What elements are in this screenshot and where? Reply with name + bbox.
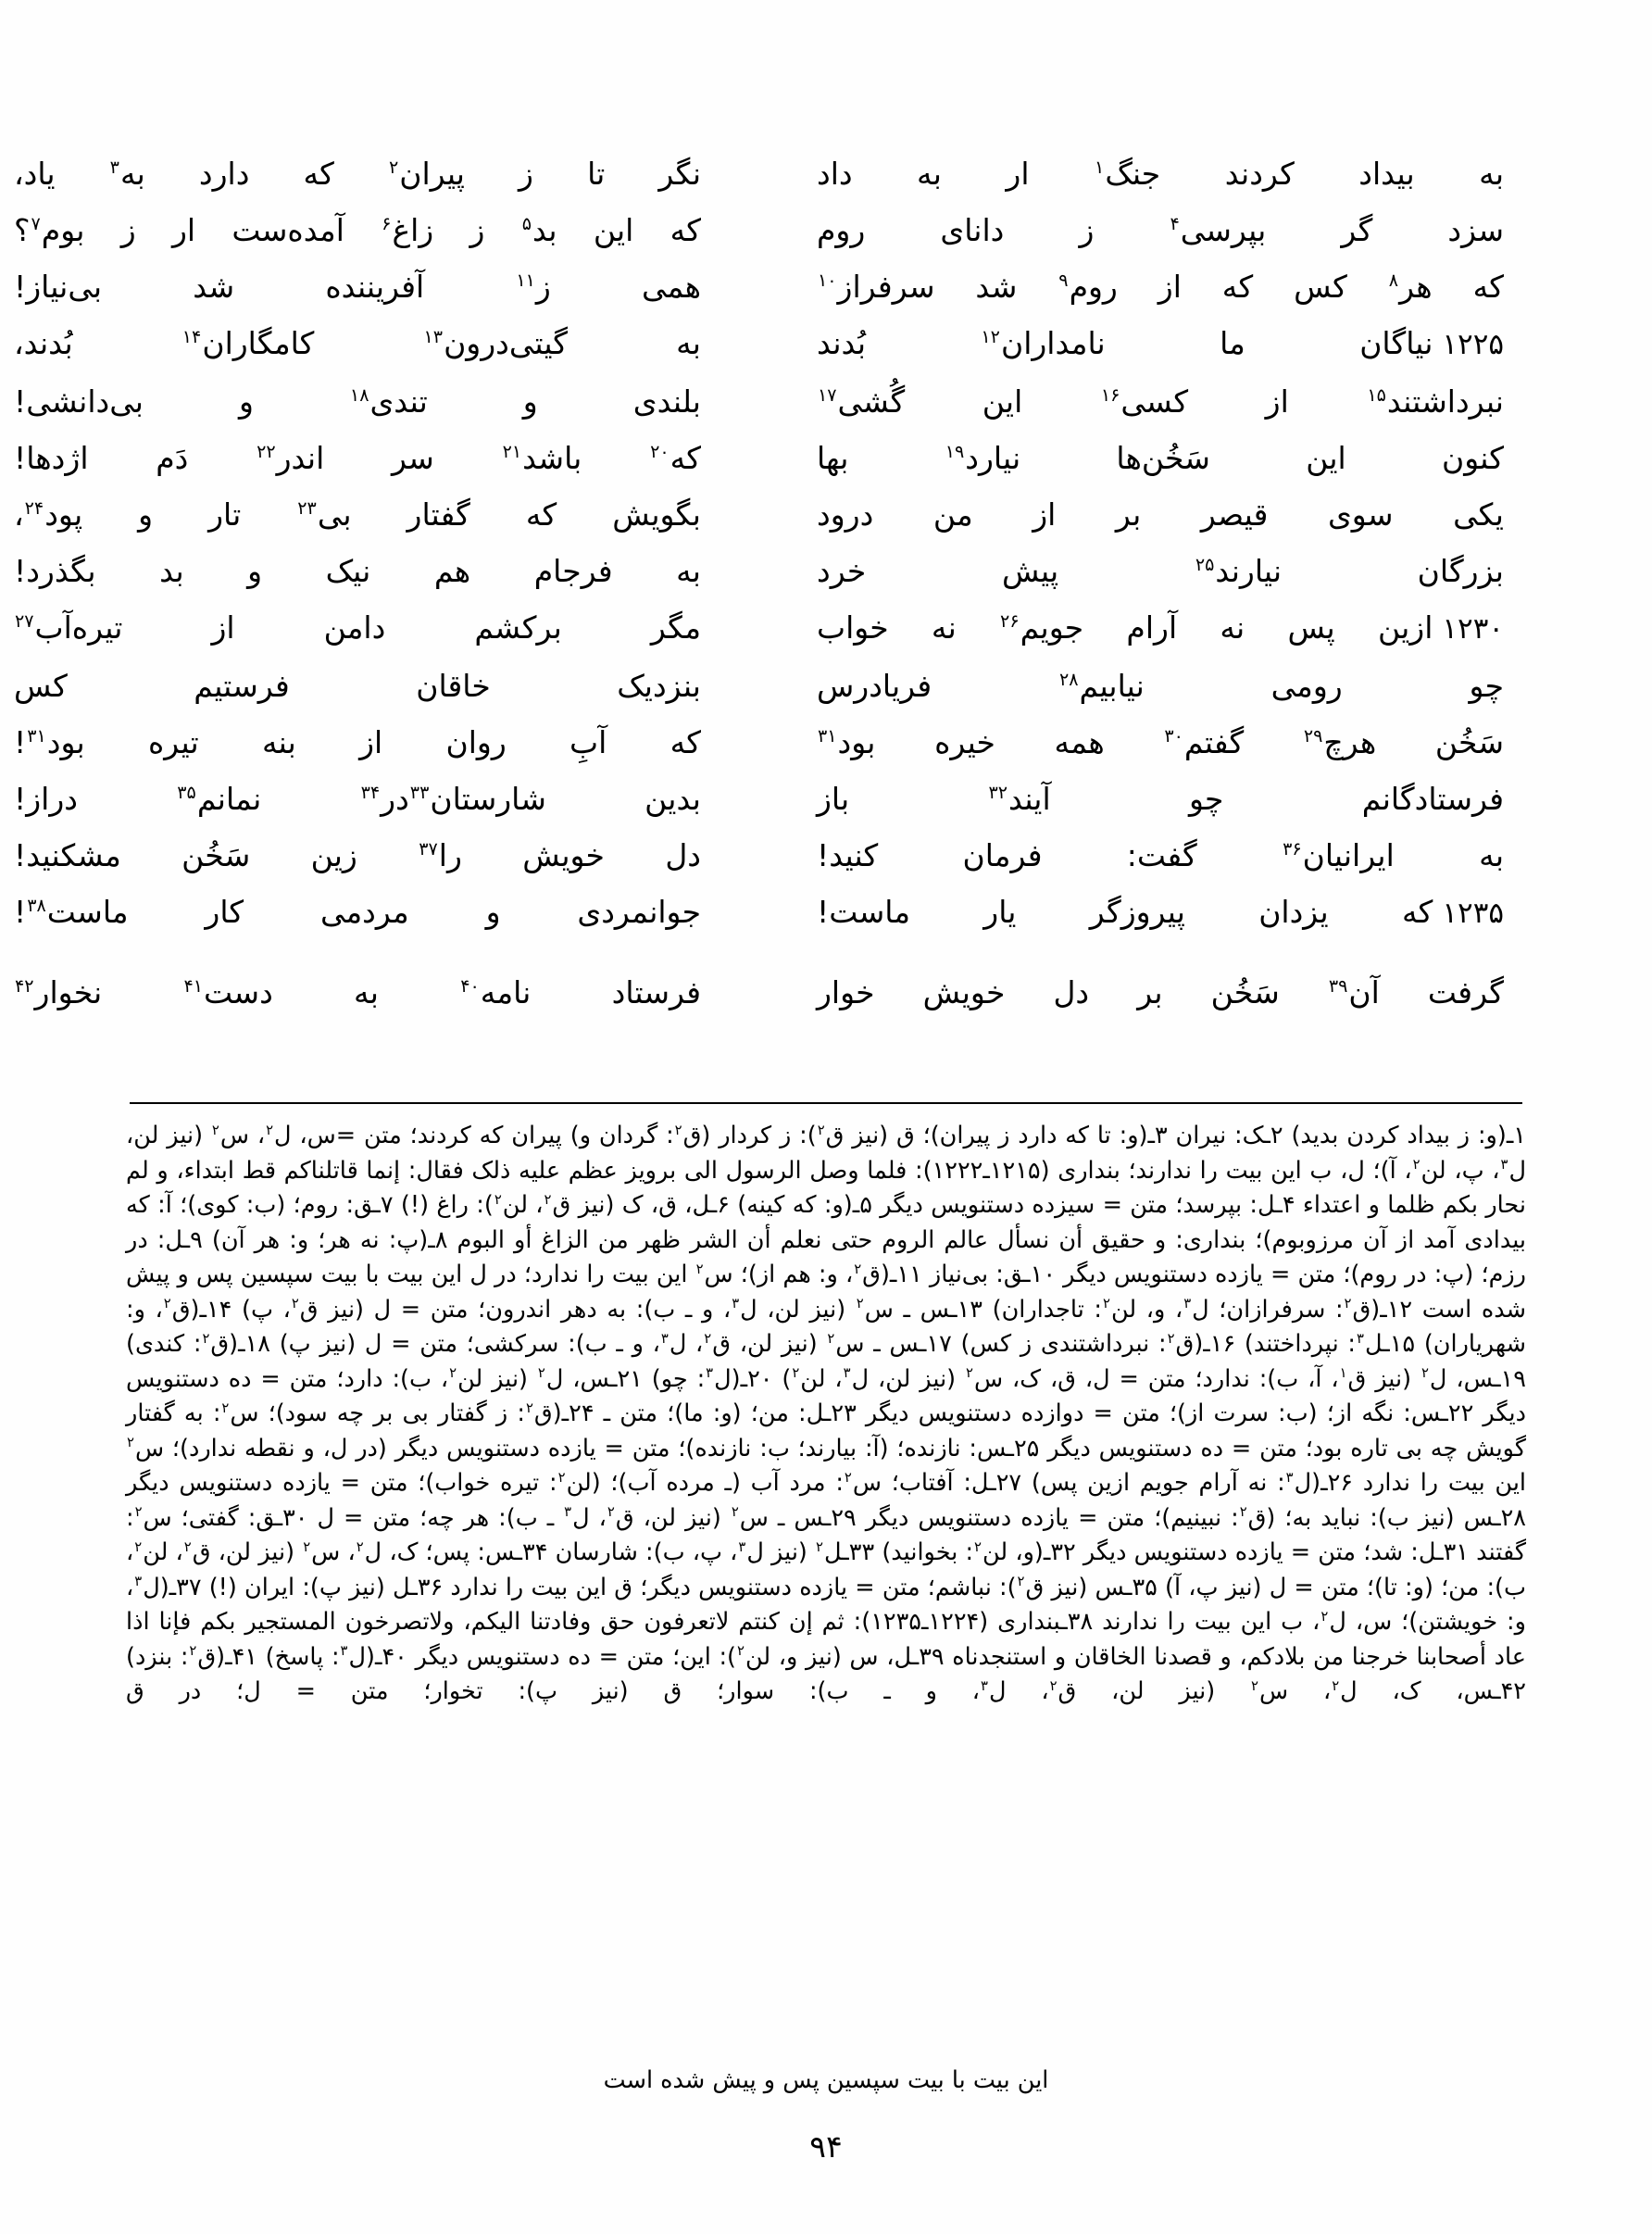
hemistich-right	[752, 433, 1513, 483]
hemistich-right	[752, 602, 1513, 655]
hemistich-left-text: بلندی و تندی$^{۱۸}$ و بی‌دانشی!	[14, 383, 701, 420]
hemistich-right	[752, 830, 1513, 881]
hemistich-right-text: به ایرانیان$^{۳۶}$ گفت: فرمان کنید!	[817, 837, 1505, 873]
hemistich-left-text: که$^{۲۰}$ باشد$^{۲۱}$ سر اندر$^{۲۲}$ دَم اژدها!	[14, 440, 702, 476]
hemistich-left-text: جوانمردی و مردمی کار ماست$^{۳۸}$!	[14, 894, 701, 930]
hemistich-left	[5, 886, 752, 937]
hemistich-right-text: سزد گر بپرسی$^۴$ ز دانای روم	[817, 212, 1504, 248]
hemistich-right-text: بزرگان نیارند$^{۲۵}$ پیش خرد	[817, 553, 1504, 589]
hemistich-left-text: که آبِ روان از بنه تیره بود$^{۳۱}$!	[14, 724, 701, 760]
hemistich-right	[752, 886, 1513, 939]
hemistich-right-text: گرفت آن$^{۳۹}$ سَخُن بر دل خویش خوار	[817, 974, 1504, 1010]
hemistich-left-text: همی ز$^{۱۱}$ آفریننده شد بی‌نیاز!	[14, 269, 702, 305]
hemistich-left-text: فرستاد نامه$^{۴۰}$ به دست$^{۴۱}$ نخوار$^{۴۲}$	[15, 974, 701, 1010]
hemistich-right-text: یکی سوی قیصر بر از من درود	[817, 496, 1504, 533]
hemistich-left	[5, 376, 752, 427]
hemistich-left	[5, 318, 752, 369]
hemistich-right-text: سَخُن هرچ$^{۲۹}$ گفتم$^{۳۰}$ همه خیره بود$^{۳۱}$	[818, 724, 1504, 760]
apparatus-separator-rule	[130, 1102, 1522, 1104]
hemistich-right-text: ازین پس نه آرام جویم$^{۲۶}$ نه خواب	[817, 609, 1433, 646]
hemistich-right-text: نبرداشتند$^{۱۵}$ از کسی$^{۱۶}$ این گُشی$^{۱۷}$	[818, 383, 1504, 420]
hemistich-left-text: مگر برکشم دامن از تیره‌آب$^{۲۷}$	[15, 609, 701, 646]
hemistich-right	[752, 967, 1513, 1018]
hemistich-right	[752, 205, 1513, 256]
hemistich-left-text: بنزدیک خاقان فرستیم کس	[14, 668, 701, 704]
verse-couplet	[14, 773, 1513, 824]
hemistich-left	[5, 148, 752, 199]
verse-couplet	[14, 433, 1513, 483]
hemistich-right	[752, 489, 1513, 540]
hemistich-left	[5, 660, 752, 711]
hemistich-right	[752, 318, 1513, 370]
hemistich-right	[752, 773, 1513, 824]
hemistich-left	[5, 489, 752, 540]
hemistich-right	[752, 546, 1513, 596]
verse-couplet	[14, 205, 1513, 256]
hemistich-right-text: نیاگان ما نامداران$^{۱۲}$ بُدند	[817, 325, 1433, 361]
hemistich-left	[5, 773, 752, 824]
verse-couplet	[14, 717, 1513, 768]
hemistich-left-text: که این بد$^۵$ ز زاغ$^۶$ آمده‌ست ار ز بوم$^۷$؟	[14, 212, 701, 248]
verse-line-number: ۱۲۳۵	[1442, 897, 1504, 930]
hemistich-left	[5, 967, 752, 1018]
verse-couplet	[14, 376, 1513, 427]
verse-couplet	[14, 261, 1513, 312]
verse-block	[14, 148, 1513, 1023]
hemistich-right-text: که هر$^۸$ کس که از روم$^۹$ شد سرفراز$^{۱۰}$	[818, 269, 1504, 305]
verse-line-number: ۱۲۲۵	[1442, 328, 1504, 361]
apparatus-trailing-line: این بیت با بیت سپسین پس و پیش شده است	[603, 2066, 1049, 2094]
hemistich-right-text: به بیداد کردند جنگ$^۱$ ار به داد	[817, 156, 1505, 192]
hemistich-left	[5, 717, 752, 768]
hemistich-left-text: به گیتی‌درون$^{۱۳}$ کامگاران$^{۱۴}$ بُدند،	[14, 325, 701, 361]
critical-apparatus: ۱ـ(و: ز بیداد کردن بدید) ۲ـک: نیران ۳ـ(و: تا که دارد ز پیران)؛ ق (نیز ق$^۲$): ز کردار (ق$^۲$: گردان و) پیران که کردند؛ متن =س، ل$^۲$، س$^۲$ (نیز لن، ل$^۳$، پ، لن$^۲$، آ)؛ ل، ب این بیت را ندارند؛ بنداری (۱۲۱۵ـ۱۲۲۲): فلما وصل الرسول الی برویز عظم علیه ذلک فقال: إنما قاتلناکم قط ابتداء، و لم نحار بکم ظلما و اعتداء ۴ـل: بپرسد؛ متن = سیزده دستنویس دیگر ۵ـ(و: که کینه) ۶ـل، ق، ک (نیز ق$^۲$، لن$^۲$): راغ (!) ۷ـق: روم؛ (ب: کوی)؛ آ: که بیدادی آمد از آن مرزوبوم)؛ بنداری: و حقیق أن نسأل عالم الروم حتی نعلم أن الشر ظهر من الزاغ أو البوم ۸ـ(پ: نه هر؛ و: هر آن) ۹ـل: در رزم؛ (پ: در روم)؛ متن = یازده دستنویس دیگر ۱۰ـق: بی‌نیاز ۱۱ـ(ق$^۲$، و: هم از)؛ س$^۲$ این بیت را ندارد؛ در ل این بیت با بیت سپسین پس و پیش شده است ۱۲ـ(ق$^۲$: سرفرازان؛ ل$^۳$، و، لن$^۲$: تاجداران) ۱۳ـس ـ س$^۲$ (نیز لن، ل$^۳$، و ـ ب): به دهر اندرون؛ متن = ل (نیز ق$^۲$، پ) ۱۴ـ(ق$^۲$، و: شهریاران) ۱۵ـل$^۳$: نپرداختند) ۱۶ـ(ق$^۲$: نبرداشتندی ز کس) ۱۷ـس ـ س$^۲$ (نیز لن، ق$^۲$، ل$^۳$، و ـ ب): سرکشی؛ متن = ل (نیز پ) ۱۸ـ(ق$^۲$: کندی) ۱۹ـس، ل$^۲$ (نیز ق$^۱$، آ، ب): ندارد؛ متن = ل، ق، ک، س$^۲$ (نیز لن، ل$^۳$، لن$^۲$) ۲۰ـ(ل$^۳$: چو) ۲۱ـس، ل$^۲$ (نیز لن$^۲$، ب): دارد؛ متن = ده دستنویس دیگر ۲۲ـس: نگه از؛ (ب: سرت از)؛ متن = دوازده دستنویس دیگر ۲۳ـل: من؛ (و: ما)؛ متن ـ ۲۴ـ(ق$^۲$: ز گفتار بی بر چه سود)؛ س$^۲$: به گفتار گویش چه بی تاره بود؛ متن = ده دستنویس دیگر ۲۵ـس: نازنده؛ (آ: بیارند؛ ب: نازنده)؛ متن = یازده دستنویس دیگر (در ل، و نقطه ندارد)؛ س$^۲$ این بیت را ندارد ۲۶ـ(ل$^۳$: نه آرام جویم ازین پس) ۲۷ـل: آفتاب؛ س$^۲$: مرد آب (ـ مرده آب)؛ (لن$^۲$: تیره خواب)؛ متن = یازده دستنویس دیگر ۲۸ـس (نیز ب): نباید به؛ (ق$^۲$: نبینیم)؛ متن = یازده دستنویس دیگر ۲۹ـس ـ س$^۲$ (نیز لن، ق$^۲$، ل$^۳$ ـ ب): هر چه؛ متن = ل ۳۰ـق: گفتی؛ س$^۲$: گفتند ۳۱ـل: شد؛ متن = یازده دستنویس دیگر ۳۲ـ(و، لن$^۲$: بخوانید) ۳۳ـل$^۲$ (نیز ل$^۳$، پ، ب): شارسان ۳۴ـس: پس؛ ک، ل$^۲$، س$^۲$ (نیز لن، ق$^۲$، لن$^۲$، ب): من؛ (و: تا)؛ متن = ل (نیز پ، آ) ۳۵ـس (نیز ق$^۲$): نباشم؛ متن = یازده دستنویس دیگر؛ ق این بیت را ندارد ۳۶ـل (نیز پ): ایران (!) ۳۷ـ(ل$^۳$، و: خویشتن)؛ س، ل$^۲$، ب این بیت را ندارند ۳۸ـبنداری (۱۲۲۴ـ۱۲۳۵): ثم إن کنتم لاتعرفون حق وفادتنا الیکم، ولاتصرخون المستجیر بکم فإنا اذا عاد أصحابنا خرجنا من بلادکم، و قصدنا الخاقان و استنجدناه ۳۹ـل، س (نیز و، لن$^۲$): این؛ متن = ده دستنویس دیگر ۴۰ـ(ل$^۳$: پاسخ) ۴۱ـ(ق$^۲$: بنزد) ۴۲ـس، ک، ل$^۲$، س$^۲$ (نیز لن، ق$^۲$، ل$^۳$، و ـ ب): سوار؛ ق (نیز پ): تخوار؛ متن = ل؛ در ق	[126, 1122, 1527, 1705]
verse-couplet	[15, 602, 1513, 655]
verse-couplet	[14, 886, 1513, 939]
hemistich-right-text: چو رومی نیابیم$^{۲۸}$ فریادرس	[817, 668, 1504, 704]
hemistich-right-text: که یزدان پیروزگر یار ماست!	[817, 894, 1433, 930]
hemistich-left	[5, 205, 752, 256]
verse-couplet	[14, 830, 1513, 881]
hemistich-right	[752, 660, 1513, 711]
verse-couplet	[15, 967, 1513, 1018]
hemistich-left	[5, 546, 752, 596]
hemistich-right	[752, 148, 1513, 199]
verse-couplet	[14, 318, 1513, 370]
hemistich-right-text: فرستادگانم چو آیند$^{۳۲}$ باز	[817, 781, 1504, 817]
verse-couplet	[14, 489, 1513, 540]
hemistich-right	[752, 376, 1513, 427]
hemistich-left-text: بدین شارستان$^{۳۳}$در$^{۳۴}$ نمانم$^{۳۵}$ دراز!	[14, 781, 701, 817]
hemistich-left	[5, 433, 752, 483]
hemistich-left-text: بگویش که گفتار بی$^{۲۳}$ تار و پود$^{۲۴}$،	[14, 496, 701, 533]
verse-couplet	[14, 660, 1513, 711]
hemistich-right-text: کنون این سَخُن‌ها نیارد$^{۱۹}$ بها	[817, 440, 1504, 476]
hemistich-left-text: به فرجام هم نیک و بد بگذرد!	[14, 553, 701, 589]
hemistich-left	[5, 261, 752, 312]
verse-couplet	[14, 546, 1513, 596]
hemistich-left	[5, 602, 752, 653]
verse-couplet	[14, 148, 1513, 199]
hemistich-left-text: دل خویش را$^{۳۷}$ زین سَخُن مشکنید!	[14, 837, 701, 873]
hemistich-left	[5, 830, 752, 881]
verse-line-number: ۱۲۳۰	[1442, 612, 1504, 646]
hemistich-right	[752, 261, 1513, 312]
hemistich-right	[752, 717, 1513, 768]
page-number: ۹۴	[809, 2128, 843, 2165]
hemistich-left-text: نگر تا ز پیران$^۲$ که دارد به$^۳$ یاد،	[14, 156, 702, 192]
